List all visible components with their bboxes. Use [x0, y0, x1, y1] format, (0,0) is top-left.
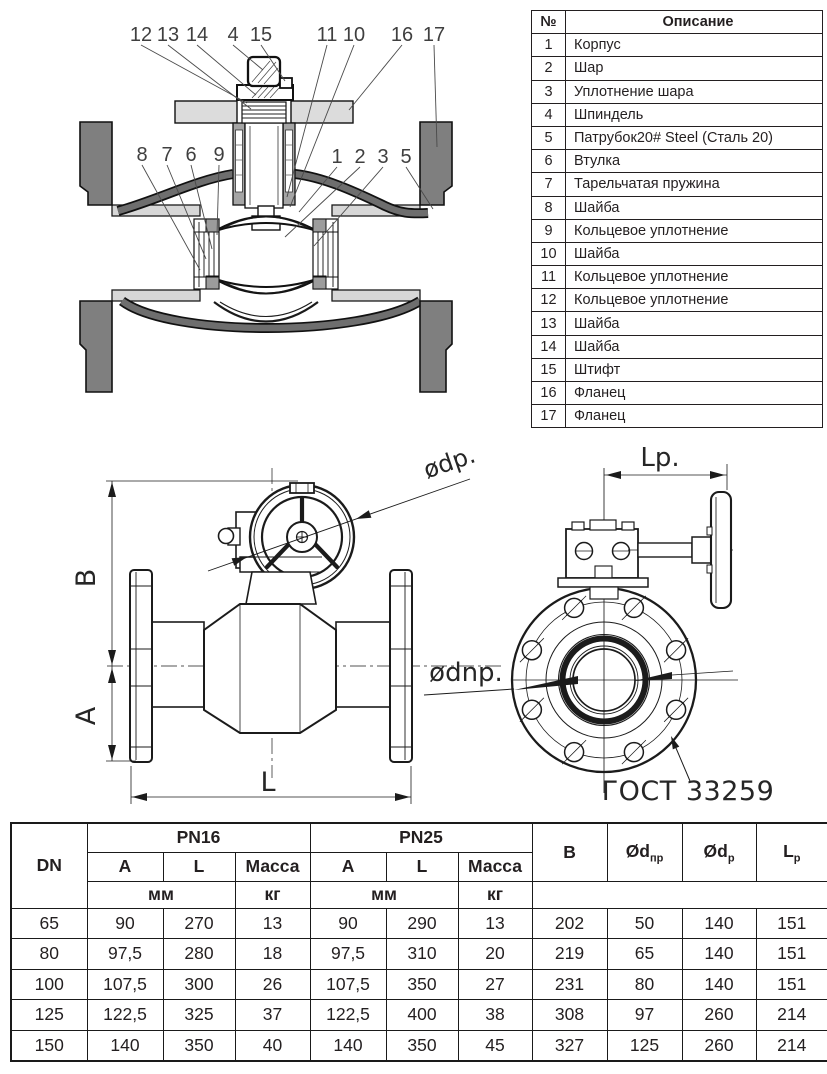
table-row: [532, 405, 823, 428]
callout-3: 3: [377, 146, 389, 168]
left-flange-lower: [80, 301, 112, 392]
cell: 100: [11, 969, 87, 1000]
callout-2: 2: [354, 146, 366, 168]
cell: 140: [87, 1030, 163, 1061]
handwheel-cap: [290, 483, 314, 493]
cell: 37: [235, 1000, 310, 1031]
part-no: 3: [532, 80, 566, 103]
col-mass: Масса: [458, 852, 532, 881]
cell: 325: [163, 1000, 235, 1031]
side-view: [71, 441, 514, 804]
table-row: [532, 57, 823, 80]
dim-header-row-1: [11, 823, 827, 852]
dimension-dp-label: ødp.: [419, 440, 479, 485]
callout-9: 9: [213, 144, 225, 166]
table-row: [532, 312, 823, 335]
cell: 140: [682, 939, 756, 970]
part-no: 16: [532, 382, 566, 405]
col-mass: Масса: [235, 852, 310, 881]
callout-17: 17: [422, 24, 446, 46]
cell: 65: [607, 939, 682, 970]
part-no: 8: [532, 196, 566, 219]
part-desc: Корпус: [566, 34, 823, 57]
part-no: 7: [532, 173, 566, 196]
cell: 50: [607, 908, 682, 939]
part-desc: Шар: [566, 57, 823, 80]
cell: 350: [386, 1030, 458, 1061]
cell: 90: [310, 908, 386, 939]
wheel-rim-edge: [711, 492, 731, 608]
table-row: [11, 1000, 827, 1031]
callout-8: 8: [136, 144, 148, 166]
table-row: [532, 34, 823, 57]
cell: 65: [11, 908, 87, 939]
table-row: [11, 908, 827, 939]
part-no: 2: [532, 57, 566, 80]
cell: 350: [386, 969, 458, 1000]
dimension-views-drawing: [55, 440, 825, 822]
table-row: [532, 289, 823, 312]
callout-7: 7: [161, 144, 173, 166]
dimension-a: [71, 666, 136, 761]
front-view: [512, 443, 774, 807]
gost-label: ГОСТ 33259: [601, 776, 775, 807]
seat-left: [194, 219, 219, 289]
cell: 97,5: [310, 939, 386, 970]
col-od-r: [682, 823, 756, 881]
seat-right: [313, 219, 338, 289]
part-no: 17: [532, 405, 566, 428]
col-a: A: [310, 852, 386, 881]
part-desc: Шайба: [566, 242, 823, 265]
cell: 97: [607, 1000, 682, 1031]
part-desc: Кольцевое уплотнение: [566, 266, 823, 289]
right-flange-lower: [420, 301, 452, 392]
callout-1: 1: [331, 146, 343, 168]
cell: 260: [682, 1000, 756, 1031]
cell: 140: [310, 1030, 386, 1061]
part-no: 9: [532, 219, 566, 242]
left-flange-upper: [80, 122, 112, 205]
part-desc: Фланец: [566, 405, 823, 428]
part-desc: Шайба: [566, 312, 823, 335]
part-no: 15: [532, 358, 566, 381]
table-row: [532, 173, 823, 196]
cross-section-drawing: [55, 8, 525, 446]
parts-col-no: №: [532, 11, 566, 34]
part-desc: Штифт: [566, 358, 823, 381]
col-pn25: PN25: [310, 823, 532, 852]
dimension-a-label: A: [71, 706, 102, 726]
dimension-l-label: L: [260, 767, 276, 798]
cell: 202: [532, 908, 607, 939]
cell: 122,5: [310, 1000, 386, 1031]
cell: 400: [386, 1000, 458, 1031]
unit-mm: мм: [310, 881, 458, 908]
cell: 151: [756, 939, 827, 970]
part-desc: Уплотнение шара: [566, 80, 823, 103]
part-no: 6: [532, 150, 566, 173]
od-sub-r: р: [727, 852, 735, 864]
cell: 80: [607, 969, 682, 1000]
col-a: A: [87, 852, 163, 881]
cell: 310: [386, 939, 458, 970]
table-row: [11, 939, 827, 970]
side-valve-body: [152, 572, 390, 733]
callout-4: 4: [227, 24, 239, 46]
table-row: [532, 219, 823, 242]
table-row: [532, 382, 823, 405]
right-flange-upper: [420, 122, 452, 205]
col-b: B: [532, 823, 607, 881]
cell: 107,5: [310, 969, 386, 1000]
unit-kg: кг: [458, 881, 532, 908]
part-desc: Шайба: [566, 196, 823, 219]
callout-16: 16: [390, 24, 414, 46]
part-no: 11: [532, 266, 566, 289]
part-no: 1: [532, 34, 566, 57]
part-desc: Втулка: [566, 150, 823, 173]
table-row: [11, 969, 827, 1000]
cell: 140: [682, 908, 756, 939]
part-desc: Патрубок20# Steel (Сталь 20): [566, 126, 823, 149]
table-row: [532, 126, 823, 149]
part-no: 10: [532, 242, 566, 265]
table-row: [532, 150, 823, 173]
dim-header-row-3: [11, 881, 827, 908]
cell: 290: [386, 908, 458, 939]
callout-14: 14: [185, 24, 209, 46]
cell: 122,5: [87, 1000, 163, 1031]
cell: 45: [458, 1030, 532, 1061]
part-no: 12: [532, 289, 566, 312]
cell: 18: [235, 939, 310, 970]
cell: 13: [458, 908, 532, 939]
callout-12: 12: [129, 24, 153, 46]
od-base: Ød: [703, 840, 728, 861]
parts-col-desc: Описание: [566, 11, 823, 34]
dimension-l: [131, 766, 411, 804]
col-pn16: PN16: [87, 823, 310, 852]
unit-kg: кг: [235, 881, 310, 908]
part-no: 13: [532, 312, 566, 335]
cell: 97,5: [87, 939, 163, 970]
cell: 214: [756, 1030, 827, 1061]
callout-11: 11: [316, 24, 338, 46]
table-row: [532, 335, 823, 358]
table-row: [532, 266, 823, 289]
table-row: [532, 103, 823, 126]
cell: 38: [458, 1000, 532, 1031]
col-dn: DN: [11, 823, 87, 908]
table-row: [532, 80, 823, 103]
cell: 20: [458, 939, 532, 970]
part-desc: Фланец: [566, 382, 823, 405]
dimension-dnp: [424, 658, 514, 695]
cell: 308: [532, 1000, 607, 1031]
part-desc: Тарельчатая пружина: [566, 173, 823, 196]
callout-5: 5: [400, 146, 412, 168]
part-no: 4: [532, 103, 566, 126]
part-desc: Шпиндель: [566, 103, 823, 126]
callout-6: 6: [185, 144, 197, 166]
stem-channel: [245, 123, 283, 208]
table-row: [11, 1030, 827, 1061]
unit-mm: мм: [87, 881, 235, 908]
cell: 214: [756, 1000, 827, 1031]
table-row: [532, 196, 823, 219]
col-lr: [756, 823, 827, 881]
l-base: L: [783, 840, 794, 861]
part-desc: Шайба: [566, 335, 823, 358]
front-handwheel-edge: [628, 492, 736, 608]
part-no: 14: [532, 335, 566, 358]
cell: 40: [235, 1030, 310, 1061]
cell: 107,5: [87, 969, 163, 1000]
callout-13: 13: [156, 24, 180, 46]
od-base: Ød: [625, 840, 650, 861]
callout-10: 10: [342, 24, 366, 46]
col-l: L: [386, 852, 458, 881]
unit-empty: [532, 881, 827, 908]
parts-table: [531, 10, 823, 428]
cell: 26: [235, 969, 310, 1000]
cell: 327: [532, 1030, 607, 1061]
wheel-coupling: [692, 537, 711, 563]
front-gearbox: [558, 520, 648, 599]
cell: 27: [458, 969, 532, 1000]
cell: 231: [532, 969, 607, 1000]
part-desc: Кольцевое уплотнение: [566, 289, 823, 312]
part-no: 5: [532, 126, 566, 149]
cell: 140: [682, 969, 756, 1000]
cell: 300: [163, 969, 235, 1000]
wheel-shaft: [638, 543, 692, 557]
dimension-b-label: B: [71, 568, 102, 588]
col-l: L: [163, 852, 235, 881]
cell: 150: [11, 1030, 87, 1061]
cell: 280: [163, 939, 235, 970]
cell: 219: [532, 939, 607, 970]
cell: 270: [163, 908, 235, 939]
dimension-lp-label: Lp.: [640, 443, 680, 473]
col-od-pr: [607, 823, 682, 881]
packing-rings: [242, 102, 286, 123]
cell: 90: [87, 908, 163, 939]
cell: 13: [235, 908, 310, 939]
cell: 260: [682, 1030, 756, 1061]
cell: 151: [756, 969, 827, 1000]
callout-15: 15: [249, 24, 273, 46]
cell: 125: [607, 1030, 682, 1061]
part-desc: Кольцевое уплотнение: [566, 219, 823, 242]
cell: 350: [163, 1030, 235, 1061]
cell: 125: [11, 1000, 87, 1031]
cell: 80: [11, 939, 87, 970]
dimension-table: [10, 822, 827, 1062]
table-row: [532, 242, 823, 265]
parts-header-row: [532, 11, 823, 34]
table-row: [532, 358, 823, 381]
cell: 151: [756, 908, 827, 939]
dimension-lp: [604, 443, 727, 490]
od-sub-pr: пр: [650, 852, 664, 864]
dimension-dnp-label: ødnp.: [429, 658, 503, 688]
l-sub-r: р: [793, 852, 801, 864]
stem-pin: [280, 78, 292, 88]
